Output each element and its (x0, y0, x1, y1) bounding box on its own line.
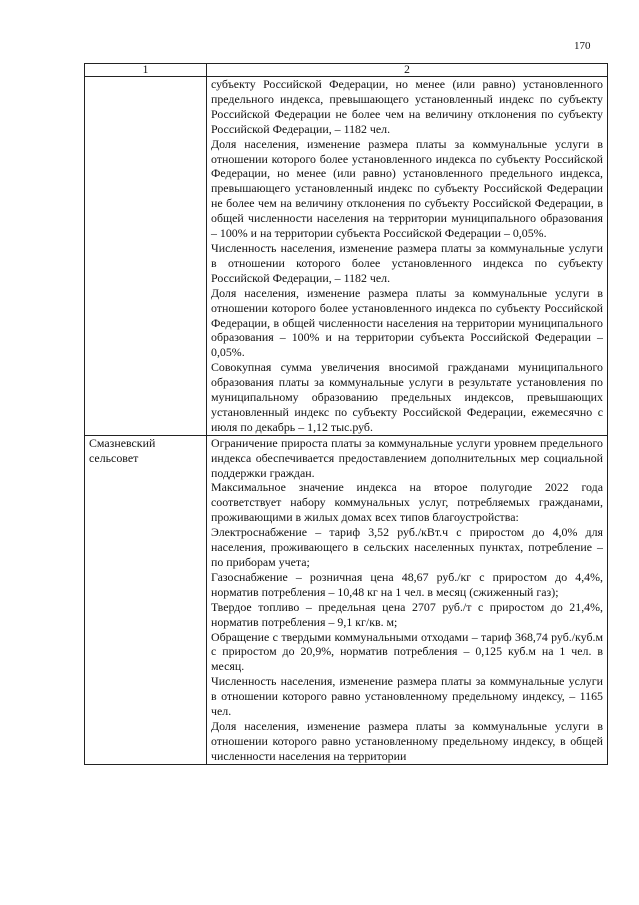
paragraph: Электроснабжение – тариф 3,52 руб./кВт.ч с приростом до 4,0% для населения, проживающего в сельских населенных пунктах, потребление – по приборам учета; (211, 525, 603, 569)
table-row (85, 77, 608, 436)
row-content-cell (207, 435, 608, 764)
paragraph: Численность населения, изменение размера платы за коммунальные услуги в отношении которого равно установленному предельному индексу, – 1165 чел. (211, 674, 603, 719)
table-row (85, 435, 608, 764)
paragraph: Ограничение прироста платы за коммунальные услуги уровнем предельного индекса обеспечивается предоставлением дополнительных мер социальной поддержки граждан. (211, 435, 603, 480)
row-label-cell: Смазневский сельсовет (85, 435, 207, 764)
paragraph: Максимальное значение индекса на второе полугодие 2022 года соответствует набору коммунальных услуг, потребляемых гражданами, проживающими в жилых домах всех типов благоустройства: (211, 480, 603, 525)
paragraph: Твердое топливо – предельная цена 2707 руб./т с приростом до 21,4%, норматив потребления – 9,1 кг/кв. м; (211, 599, 603, 629)
paragraph: Доля населения, изменение размера платы за коммунальные услуги в отношении которого равно установленному предельному индексу, в общей численности населения на территории (211, 718, 603, 763)
table-header-row (85, 64, 608, 77)
paragraph: Численность населения, изменение размера платы за коммунальные услуги в отношении которого более установленного индекса по субъекту Российской Федерации, – 1182 чел. (211, 240, 603, 285)
paragraph: Газоснабжение – розничная цена 48,67 руб./кг с приростом до 4,4%, норматив потребления – 10,48 кг на 1 чел. в месяц (сжиженный газ); (211, 569, 603, 599)
page-number: 170 (574, 40, 591, 52)
paragraph: Совокупная сумма увеличения вносимой гражданами муниципального образования платы за коммунальные услуги в результате установления по муниципальному образованию предельных индексов, превышающих установленный индекс по субъекту Российской Федерации, ежемесячно с июля по декабрь – 1,12 тыс.руб. (211, 360, 603, 434)
row-label-cell (85, 77, 207, 436)
paragraph: Доля населения, изменение размера платы за коммунальные услуги в отношении которого более установленного индекса по субъекту Российской Федерации, но менее (или равно) установленного предельного индекса, превышающего установленный индекс по субъекту Российской Федерации не более чем на величину отклонения по субъекту Российской Федерации, в общей численности населения на территории муниципального образования – 100% и на территории субъекта Российской Федерации – 0,05%. (211, 136, 603, 241)
row-content-cell (207, 77, 608, 436)
paragraph: Обращение с твердыми коммунальными отходами – тариф 368,74 руб./куб.м с приростом до 20,9%, норматив потребления – 0,125 куб.м на 1 чел. в месяц. (211, 629, 603, 674)
header-cell-col2: 2 (207, 64, 608, 77)
paragraph: Доля населения, изменение размера платы за коммунальные услуги в отношении которого более установленного индекса по субъекту Российской Федерации, в общей численности населения на территории муниципального образования – 100% и на территории субъекта Российской Федерации – 0,05%. (211, 285, 603, 360)
document-table (84, 63, 608, 765)
header-cell-col1: 1 (85, 64, 207, 77)
paragraph: субъекту Российской Федерации, но менее (или равно) установленного предельного индекса, превышающего установленный индекс по субъекту Российской Федерации не более чем на величину отклонения по субъекту Российской Федерации, – 1182 чел. (211, 77, 603, 136)
